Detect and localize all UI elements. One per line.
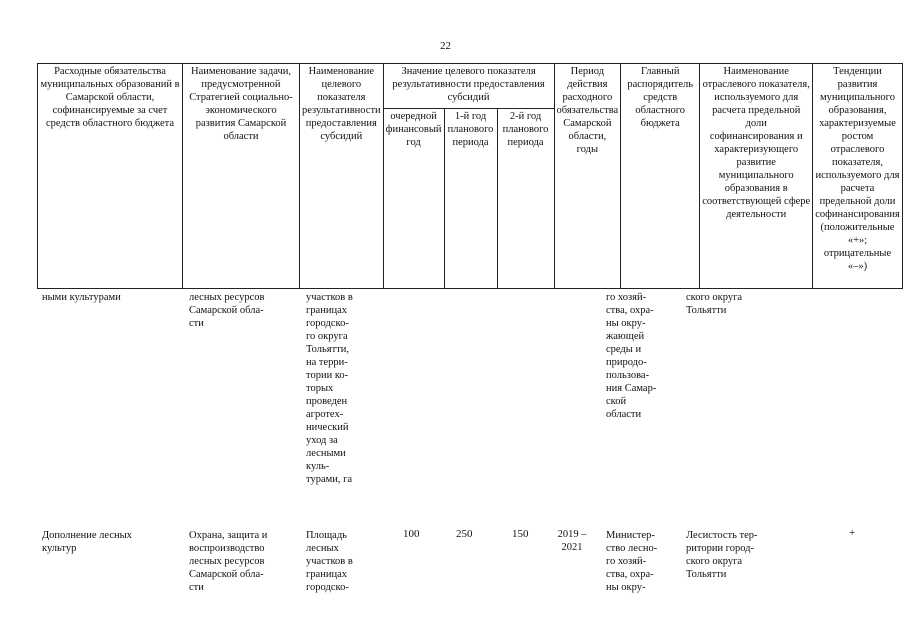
text-line: городско- (306, 582, 349, 593)
text-line: среды и (606, 344, 642, 355)
text-line: границах (306, 569, 347, 580)
row2-obligation (42, 529, 182, 555)
text-line: сти (189, 318, 204, 329)
text-line: нический (306, 422, 349, 433)
text-line: Тольятти (686, 305, 727, 316)
text-line: жающей (606, 331, 645, 342)
page-number: 22 (440, 40, 451, 52)
row2-value-plan-year-2: 150 (512, 528, 529, 540)
text-line: го округа (306, 331, 348, 342)
text-line: границах (306, 305, 347, 316)
text-line: сти (189, 582, 204, 593)
row2-sector-indicator (686, 529, 796, 581)
text-line: ство лесно- (606, 543, 658, 554)
text-line: ского округа (686, 292, 743, 303)
text-line: ния Самар- (606, 383, 657, 394)
text-line: ства, охра- (606, 569, 654, 580)
row2-task (189, 529, 299, 594)
text-line: природо- (606, 357, 647, 368)
text-line: Площадь (306, 530, 347, 541)
text-line: участков в (306, 292, 353, 303)
row1-task (189, 291, 299, 330)
text-line: лесными (306, 448, 346, 459)
text-line: Тольятти, (306, 344, 350, 355)
header-next-fiscal-year: очередной финансовый год (383, 109, 444, 289)
row1-target-indicator (306, 291, 368, 486)
text-line: лесных ресурсов (189, 556, 265, 567)
text-line: Лесистость тер- (686, 530, 758, 541)
text-line: городско- (306, 318, 349, 329)
text-line: проведен (306, 396, 348, 407)
header-target-indicator: Наименование целевого показателя результативности предоставления субсидий (300, 64, 384, 289)
header-indicator-value: Значение целевого показателя результативности предоставления субсидий (383, 64, 554, 109)
row1-obligation (42, 291, 182, 304)
text-line: на терри- (306, 357, 348, 368)
text-line: ны окру- (606, 318, 646, 329)
header-plan-year-1: 1-й год планового периода (444, 109, 497, 289)
text-line: ны окру- (606, 582, 646, 593)
text-line: воспроизводство (189, 543, 265, 554)
text-line: пользова- (606, 370, 650, 381)
text-line: тории ко- (306, 370, 349, 381)
text-line: 2019 – (557, 529, 587, 540)
text-line: Охрана, защита и (189, 530, 268, 541)
header-trends: Тенденции развития муниципального образования, характеризуемые ростом отраслевого показателя, используемого для расчета предельной доли софинансирования (положительные «+»; отрицательные «–») (813, 64, 903, 289)
header-table (37, 63, 903, 289)
text-line: куль- (306, 461, 330, 472)
text-line: Дополнение лесных (42, 530, 132, 541)
text-line: ского округа (686, 556, 743, 567)
text-line: 2021 (561, 542, 583, 553)
text-line: ства, охра- (606, 305, 654, 316)
row2-target-indicator (306, 529, 368, 594)
text-line: Тольятти (686, 569, 727, 580)
header-task: Наименование задачи, предусмотренной Стратегией социально-экономического развития Самарской области (183, 64, 300, 289)
text-line: го хозяй- (606, 292, 647, 303)
row1-sector-indicator (686, 291, 796, 317)
text-line: агротех- (306, 409, 344, 420)
row2-main-manager (606, 529, 682, 594)
text-line: культур (42, 543, 77, 554)
header-period: Период действия расходного обязательства Самарской области, годы (554, 64, 621, 289)
text-line: ской (606, 396, 627, 407)
text-line: Самарской обла- (189, 569, 264, 580)
row2-period (546, 528, 598, 554)
text-line: уход за (306, 435, 338, 446)
text-line: ными культурами (42, 292, 121, 303)
text-line: лесных (306, 543, 339, 554)
row1-main-manager (606, 291, 682, 421)
row2-value-plan-year-1: 250 (456, 528, 473, 540)
text-line: Министер- (606, 530, 655, 541)
header-sector-indicator: Наименование отраслевого показателя, используемого для расчета предельной доли софинансирования и характеризующего развитие муниципального образования в соответствующей сфере деятельности (700, 64, 813, 289)
text-line: турами, га (306, 474, 353, 485)
header-main-manager: Главный распорядитель средств областного бюджета (621, 64, 700, 289)
header-obligations: Расходные обязательства муниципальных образований в Самарской области, софинансируемые за счет средств областного бюджета (38, 64, 183, 289)
row2-trend: + (849, 527, 856, 539)
row2-value-next-year: 100 (403, 528, 420, 540)
header-plan-year-2: 2-й год планового периода (497, 109, 554, 289)
text-line: го хозяй- (606, 556, 647, 567)
text-line: участков в (306, 556, 353, 567)
text-line: Самарской обла- (189, 305, 264, 316)
text-line: лесных ресурсов (189, 292, 265, 303)
text-line: ритории город- (686, 543, 755, 554)
text-line: торых (306, 383, 334, 394)
text-line: области (606, 409, 642, 420)
